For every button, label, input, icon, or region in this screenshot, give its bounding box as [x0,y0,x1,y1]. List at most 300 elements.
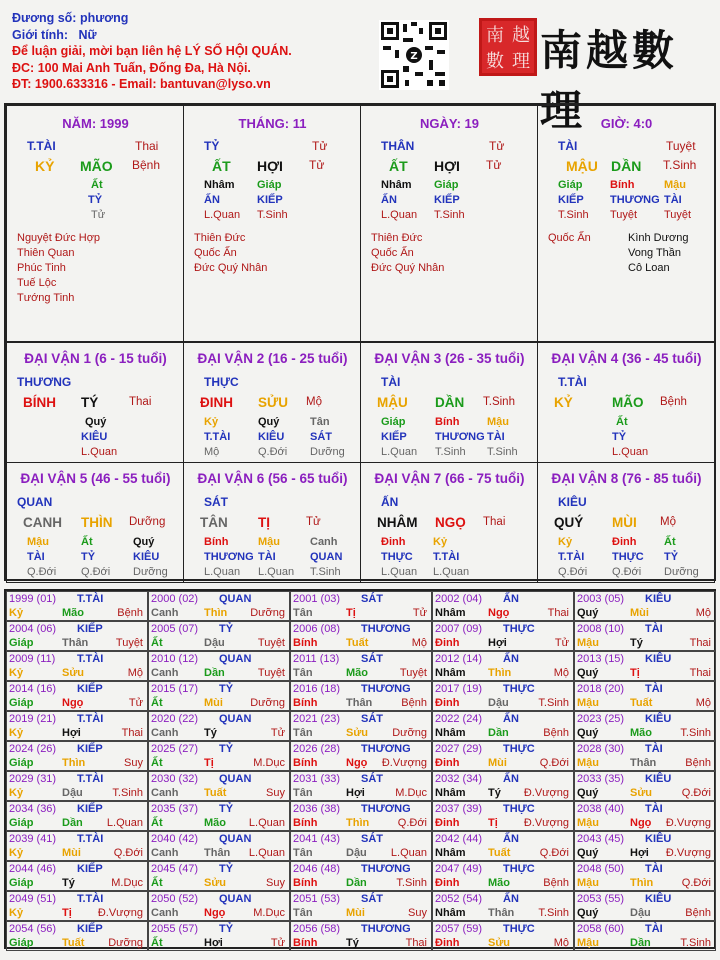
year-cell [574,831,716,861]
year-truong-sinh: Thai [405,937,427,949]
year-chi: Tý [204,727,217,739]
year-chi: Ngọ [488,607,510,619]
tang-sao: THƯƠNG [610,194,660,206]
year-chi: Thìn [62,757,86,769]
year-truong-sinh: Thai [547,607,569,619]
year-chi: Tị [488,817,498,829]
year-sao: T.TÀI [77,593,104,605]
dai-van-cell [360,462,538,583]
year-sao: T.TÀI [77,893,104,905]
dai-van-can: BÍNH [23,395,56,410]
year-truong-sinh: L.Quan [248,847,285,859]
year-cell [290,921,432,951]
year-label: 2025 (27) [151,743,199,755]
tang-ts: Dưỡng [310,446,345,458]
dai-van-cell [6,342,184,463]
year-sao: TÀI [645,923,663,935]
year-cell [6,681,148,711]
year-truong-sinh: Mộ [695,697,711,709]
year-chi: Tý [62,877,75,889]
year-cell [148,831,290,861]
year-can: Đinh [435,637,460,649]
tang-ts: T.Sinh [487,446,518,458]
year-truong-sinh: Thai [121,727,143,739]
year-can: Ất [151,757,163,769]
year-truong-sinh: Suy [266,787,285,799]
year-can: Kỷ [9,727,24,739]
year-can: Quý [577,787,599,799]
pillar-sao-right: Tử [489,139,505,153]
gioi-tinh-value: Nữ [78,27,97,42]
tang-ts: L.Quan [381,446,418,458]
year-cell [290,891,432,921]
year-label: 2006 (08) [293,623,341,635]
year-truong-sinh: Suy [124,757,143,769]
address-line: ĐC: 100 Mai Anh Tuấn, Đống Đa, Hà Nội. [12,60,251,75]
year-label: 2038 (40) [577,803,625,815]
year-truong-sinh: T.Sinh [680,937,711,949]
year-can: Mậu [577,817,599,829]
year-can: Giáp [9,757,34,769]
year-cell [148,711,290,741]
year-cell [6,621,148,651]
year-cell [6,771,148,801]
year-can: Nhâm [435,607,466,619]
tang-ts: Tuyệt [610,209,638,221]
year-chi: Mão [630,727,652,739]
than-sat-note: Thiên Đức [194,232,246,244]
year-sao: THƯƠNG [361,923,411,935]
tang-can: Canh [310,536,338,548]
year-cell [432,861,574,891]
tang-can: Kỷ [433,536,448,548]
year-can: Tân [293,907,313,919]
year-sao: THƯƠNG [361,683,411,695]
year-label: 2013 (15) [577,653,625,665]
year-truong-sinh: M.Dục [111,877,143,889]
year-truong-sinh: Tử [128,697,143,709]
dai-van-can: TÂN [200,515,228,530]
year-can: Bính [293,697,318,709]
year-chi: Tuất [62,937,85,949]
tang-sao: KIẾP [381,431,407,443]
year-cell [432,711,574,741]
dai-van-sao: KIÊU [558,495,587,509]
year-label: 2008 (10) [577,623,625,635]
tang-ts: L.Quan [204,209,241,221]
pillar-title: NĂM: 1999 [62,116,129,131]
than-sat-note: Thiên Đức [371,232,423,244]
dai-van-title: ĐẠI VẬN 5 (46 - 55 tuổi) [20,471,171,486]
tang-sao: SÁT [310,431,332,443]
year-can: Nhâm [435,847,466,859]
year-cell [574,711,716,741]
year-sao: QUAN [219,773,252,785]
year-label: 2002 (04) [435,593,483,605]
year-cell [6,591,148,621]
year-chi: Dậu [630,907,651,919]
year-label: 2054 (56) [9,923,57,935]
pillar-can: MẬU [566,158,598,174]
year-truong-sinh: Tử [554,637,569,649]
year-can: Canh [151,607,179,619]
year-label: 2052 (54) [435,893,483,905]
year-truong-sinh: Đ.Vượng [381,757,427,769]
qr-code-icon [379,20,449,90]
year-truong-sinh: Bệnh [685,757,711,769]
year-sao: TÀI [645,803,663,815]
year-can: Quý [577,667,599,679]
year-cell [148,621,290,651]
tang-can: Đinh [381,536,406,548]
year-chi: Sửu [204,877,227,889]
phone-email-line: ĐT: 1900.633316 - Email: bantuvan@lyso.vn [12,77,271,91]
year-label: 2044 (46) [9,863,57,875]
year-sao: TÀI [645,683,663,695]
year-sao: KIÊU [645,593,672,605]
dai-van-chi: MÙI [612,515,637,530]
year-sao: TỶ [219,923,234,935]
year-sao: ẤN [503,713,519,725]
year-cell [574,801,716,831]
year-truong-sinh: Mộ [553,667,569,679]
tang-can: Kỷ [204,416,219,428]
year-can: Ất [151,697,163,709]
year-chi: Thân [630,757,657,769]
year-can: Quý [577,847,599,859]
year-label: 2016 (18) [293,683,341,695]
year-can: Mậu [577,877,599,889]
year-chi: Tị [630,667,640,679]
year-truong-sinh: Bệnh [685,907,711,919]
year-can: Tân [293,787,313,799]
year-sao: ẤN [503,893,519,905]
tang-ts: Mộ [204,446,220,458]
dai-van-title: ĐẠI VẬN 6 (56 - 65 tuổi) [197,471,348,486]
tang-can: Nhâm [381,179,412,191]
year-label: 2049 (51) [9,893,57,905]
year-truong-sinh: M.Dục [395,787,427,799]
year-truong-sinh: T.Sinh [112,787,143,799]
tang-ts: L.Quan [81,446,118,458]
dai-van-can: QUÝ [554,515,584,530]
dai-van-sao: SÁT [204,495,228,509]
dai-van-sao: TÀI [381,375,401,389]
tang-sao: TỶ [81,551,96,563]
year-sao: TÀI [645,863,663,875]
year-chi: Thìn [630,877,654,889]
year-label: 2015 (17) [151,683,199,695]
year-cell [148,681,290,711]
tang-sao: QUAN [310,551,343,563]
dai-van-sao: THƯƠNG [17,375,72,389]
year-chi: Tý [630,637,643,649]
year-truong-sinh: Tuyệt [399,667,427,679]
dai-van-truong-sinh: Thai [129,396,152,408]
year-chi: Mùi [204,697,223,709]
year-label: 2022 (24) [435,713,483,725]
year-can: Tân [293,667,313,679]
year-truong-sinh: Bệnh [543,727,569,739]
year-chi: Mùi [62,847,81,859]
year-label: 2005 (07) [151,623,199,635]
year-sao: KIẾP [77,683,103,695]
tang-sao: TỶ [664,551,679,563]
year-sao: T.TÀI [77,833,104,845]
dai-van-truong-sinh: Dưỡng [129,516,166,528]
year-truong-sinh: Đ.Vượng [665,847,711,859]
tang-ts: Tuyệt [664,209,692,221]
year-truong-sinh: Tuyệt [257,637,285,649]
year-truong-sinh: L.Quan [248,817,285,829]
tang-sao: KIÊU [133,551,160,563]
tang-sao: KIẾP [558,194,584,206]
pillar-can: ẤT [389,158,408,174]
contact-line: Để luận giải, mời bạn liên hệ LÝ SỐ HỘI QUÁN. [12,44,292,58]
tang-can: Giáp [381,416,406,428]
year-sao: QUAN [219,833,252,845]
year-chi: Tý [346,937,359,949]
year-truong-sinh: Q.Đới [539,847,569,859]
seal-char: 數 [486,51,504,72]
tang-can: Ất [664,536,676,548]
year-truong-sinh: M.Dục [253,757,285,769]
year-truong-sinh: T.Sinh [396,877,427,889]
year-can: Kỷ [9,907,24,919]
dai-van-chi: NGỌ [435,515,466,530]
year-label: 2041 (43) [293,833,341,845]
year-truong-sinh: Suy [266,877,285,889]
year-chi: Mùi [346,907,365,919]
dai-van-title: ĐẠI VẬN 2 (16 - 25 tuổi) [197,351,348,366]
year-table [4,589,716,949]
year-label: 2045 (47) [151,863,199,875]
year-truong-sinh: Dưỡng [250,607,285,619]
year-chi: Mùi [488,757,507,769]
year-label: 2028 (30) [577,743,625,755]
year-chi: Mão [346,667,368,679]
year-chi: Ngọ [346,757,368,769]
tang-can: Giáp [434,179,459,191]
year-chi: Dần [346,877,367,889]
pillar-cell [360,105,538,342]
year-cell [148,861,290,891]
year-can: Ất [151,937,163,949]
year-cell [432,591,574,621]
year-truong-sinh: Tuyệt [115,637,143,649]
year-label: 2050 (52) [151,893,199,905]
than-sat-note: Tướng Tinh [17,292,75,304]
year-can: Kỷ [9,847,24,859]
year-can: Tân [293,847,313,859]
svg-text:Z: Z [410,51,418,62]
year-truong-sinh: Mộ [695,607,711,619]
tang-sao: KIẾP [257,194,283,206]
tang-sao: TỶ [88,194,103,206]
year-cell [432,801,574,831]
year-truong-sinh: Đ.Vượng [523,787,569,799]
than-sat-note: Tuế Lộc [17,277,57,289]
year-truong-sinh: Tử [412,607,427,619]
year-can: Giáp [9,817,34,829]
year-label: 2020 (22) [151,713,199,725]
year-chi: Dần [488,727,509,739]
year-truong-sinh: Q.Đới [681,787,711,799]
year-sao: QUAN [219,653,252,665]
year-truong-sinh: Bệnh [543,877,569,889]
seal-char: 越 [512,25,530,46]
dai-van-can: MẬU [377,395,408,410]
year-chi: Mùi [630,607,649,619]
year-cell [574,861,716,891]
year-truong-sinh: Thai [689,637,711,649]
pillar-cell [6,105,184,342]
tang-sao: KIÊU [258,431,285,443]
pillar-sao: TÀI [558,139,578,153]
year-cell [432,921,574,951]
tang-sao: T.TÀI [204,431,231,443]
year-truong-sinh: Dưỡng [250,697,285,709]
year-chi: Thìn [346,817,370,829]
year-can: Canh [151,787,179,799]
year-sao: KIÊU [645,833,672,845]
year-can: Giáp [9,877,34,889]
pillar-sao-right: Tử [312,139,328,153]
year-label: 2003 (05) [577,593,625,605]
dai-van-title: ĐẠI VẬN 8 (76 - 85 tuổi) [551,471,702,486]
tang-sao: KIẾP [434,194,460,206]
dai-van-cell [183,342,361,463]
year-sao: TỶ [219,743,234,755]
tang-sao: THƯƠNG [204,551,254,563]
year-can: Quý [577,727,599,739]
year-label: 2048 (50) [577,863,625,875]
year-chi: Ngọ [204,907,226,919]
year-label: 2019 (21) [9,713,57,725]
year-sao: KIẾP [77,923,103,935]
dai-van-title: ĐẠI VẬN 7 (66 - 75 tuổi) [374,471,525,486]
year-truong-sinh: Thai [689,667,711,679]
dai-van-cell [6,462,184,583]
year-cell [6,891,148,921]
year-sao: THỰC [503,923,535,935]
year-can: Giáp [9,937,34,949]
dai-van-sao: QUAN [17,495,53,509]
year-chi: Dậu [488,697,509,709]
year-truong-sinh: T.Sinh [538,697,569,709]
year-truong-sinh: Tử [270,727,285,739]
pillar-sao-right: Tuyệt [666,139,696,153]
year-label: 2039 (41) [9,833,57,845]
year-cell [6,921,148,951]
year-can: Quý [577,607,599,619]
year-cell [574,891,716,921]
tang-ts: Q.Đới [81,566,111,578]
tang-ts: Tử [91,209,106,221]
year-sao: T.TÀI [77,773,104,785]
year-sao: KIẾP [77,743,103,755]
than-sat-note: Kình Dương [628,232,689,244]
dai-van-cell [360,342,538,463]
year-label: 2033 (35) [577,773,625,785]
dai-van-chi: TÝ [81,395,99,410]
than-sat-note: Đức Quý Nhân [371,262,445,274]
tang-can: Giáp [558,179,583,191]
year-cell [432,891,574,921]
year-label: 2034 (36) [9,803,57,815]
year-cell [290,741,432,771]
year-label: 2051 (53) [293,893,341,905]
year-chi: Tuất [204,787,227,799]
than-sat-note: Cô Loan [628,262,670,274]
tang-sao: ẤN [381,194,397,206]
tang-ts: T.Sinh [257,209,288,221]
dai-van-sao: T.TÀI [558,375,587,389]
tang-can: Ất [616,416,628,428]
year-chi: Ngọ [630,817,652,829]
year-label: 2058 (60) [577,923,625,935]
tang-can: Mậu [27,536,49,548]
tang-ts: Q.Đới [27,566,57,578]
tang-sao: T.TÀI [558,551,585,563]
seal-char: 理 [512,51,530,72]
year-sao: QUAN [219,893,252,905]
year-truong-sinh: L.Quan [390,847,427,859]
year-truong-sinh: Mộ [127,667,143,679]
year-truong-sinh: Đ.Vượng [97,907,143,919]
year-chi: Hợi [62,727,81,739]
year-chi: Sửu [62,667,85,679]
year-sao: QUAN [219,713,252,725]
year-truong-sinh: Bệnh [401,697,427,709]
year-cell [432,651,574,681]
year-sao: KIẾP [77,803,103,815]
dai-van-can: ĐINH [200,395,233,410]
tang-can: Mậu [258,536,280,548]
year-can: Nhâm [435,787,466,799]
pillar-truong-sinh: T.Sinh [663,158,697,172]
tang-ts: Dưỡng [664,566,699,578]
pillar-title: THÁNG: 11 [238,116,307,131]
tang-sao: THỰC [381,551,413,563]
pillar-sao: TỶ [204,139,220,153]
tang-can: Mậu [487,416,509,428]
year-can: Ất [151,877,163,889]
year-cell [290,801,432,831]
year-chi: Sửu [630,787,653,799]
tang-can: Tân [310,416,330,428]
dai-van-truong-sinh: T.Sinh [483,396,515,408]
dai-van-sao: ẤN [381,495,399,509]
pillar-truong-sinh: Tử [309,158,325,172]
year-chi: Sửu [488,937,511,949]
pillar-chi: HỢI [257,158,283,174]
year-truong-sinh: Đ.Vượng [665,817,711,829]
pillar-truong-sinh: Bệnh [132,158,161,172]
year-sao: TỶ [219,683,234,695]
year-chi: Thân [346,697,373,709]
year-sao: SÁT [361,593,383,605]
tang-ts: T.Sinh [558,209,589,221]
pillar-truong-sinh: Tử [486,158,502,172]
pillar-title: GIỜ: 4:0 [600,116,653,131]
tang-can: Ất [91,179,103,191]
year-label: 2024 (26) [9,743,57,755]
pillar-chi: DẦN [611,158,642,174]
dai-van-truong-sinh: Bệnh [660,396,687,408]
tang-sao: THỰC [612,551,644,563]
year-can: Nhâm [435,667,466,679]
